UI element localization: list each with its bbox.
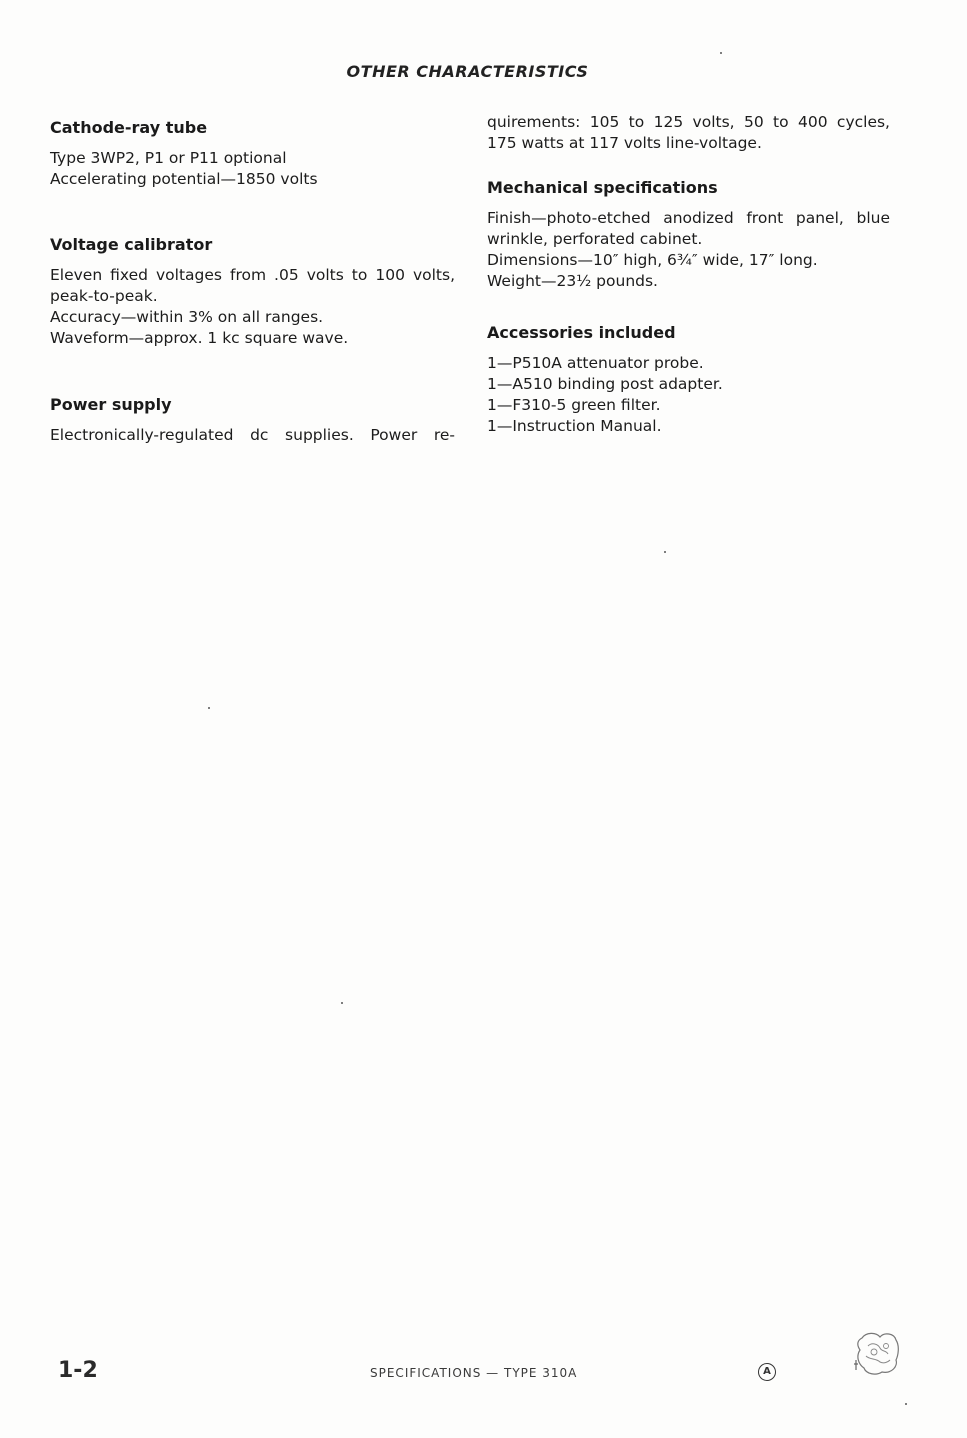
text-line: 175 watts at 117 volts line-voltage. [487,134,762,152]
footer-title: SPECIFICATIONS — TYPE 310A [370,1366,578,1380]
section-title: Voltage calibrator [50,235,213,254]
section-accessories-included [487,322,890,437]
text-line: Weight—23½ pounds. [487,272,658,290]
page-heading: OTHER CHARACTERISTICS [346,62,589,81]
text-line: Finish—photo-etched anodized front panel, blue [487,209,890,227]
text-line: Eleven fixed voltages from .05 volts to 100 volts, [50,266,455,284]
section-title: Accessories included [487,323,676,342]
text-line: peak-to-peak. [50,287,158,305]
list-item: 1—P510A attenuator probe. [487,354,704,372]
text-line: quirements: 105 to 125 volts, 50 to 400 cycles, [487,113,890,131]
text-line: Accuracy—within 3% on all ranges. [50,308,324,326]
scan-speck [664,551,666,553]
circled-letter-mark: A [758,1363,776,1381]
section-mechanical-specifications [487,177,890,292]
list-item: 1—Instruction Manual. [487,417,662,435]
text-line: Electronically-regulated dc supplies. Power re- [50,426,455,444]
page-number: 1-2 [58,1358,98,1383]
section-cathode-ray-tube [50,117,455,190]
text-line: wrinkle, perforated cabinet. [487,230,703,248]
section-power-supply [50,394,455,446]
scan-speck [720,52,722,54]
section-title: Mechanical specifications [487,178,718,197]
scan-speck [341,1002,343,1004]
list-item: 1—A510 binding post adapter. [487,375,723,393]
text-line: Type 3WP2, P1 or P11 optional [50,149,287,167]
text-line: Waveform—approx. 1 kc square wave. [50,329,349,347]
text-line: Accelerating potential—1850 volts [50,170,318,188]
library-stamp-icon [852,1330,904,1378]
scan-speck [905,1403,907,1405]
list-item: 1—F310-5 green filter. [487,396,661,414]
scan-speck [208,707,210,709]
section-voltage-calibrator [50,234,455,349]
section-title: Power supply [50,395,172,414]
section-power-supply-continued [487,112,890,154]
section-title: Cathode-ray tube [50,118,208,137]
text-line: Dimensions—10″ high, 6¾″ wide, 17″ long. [487,251,818,269]
